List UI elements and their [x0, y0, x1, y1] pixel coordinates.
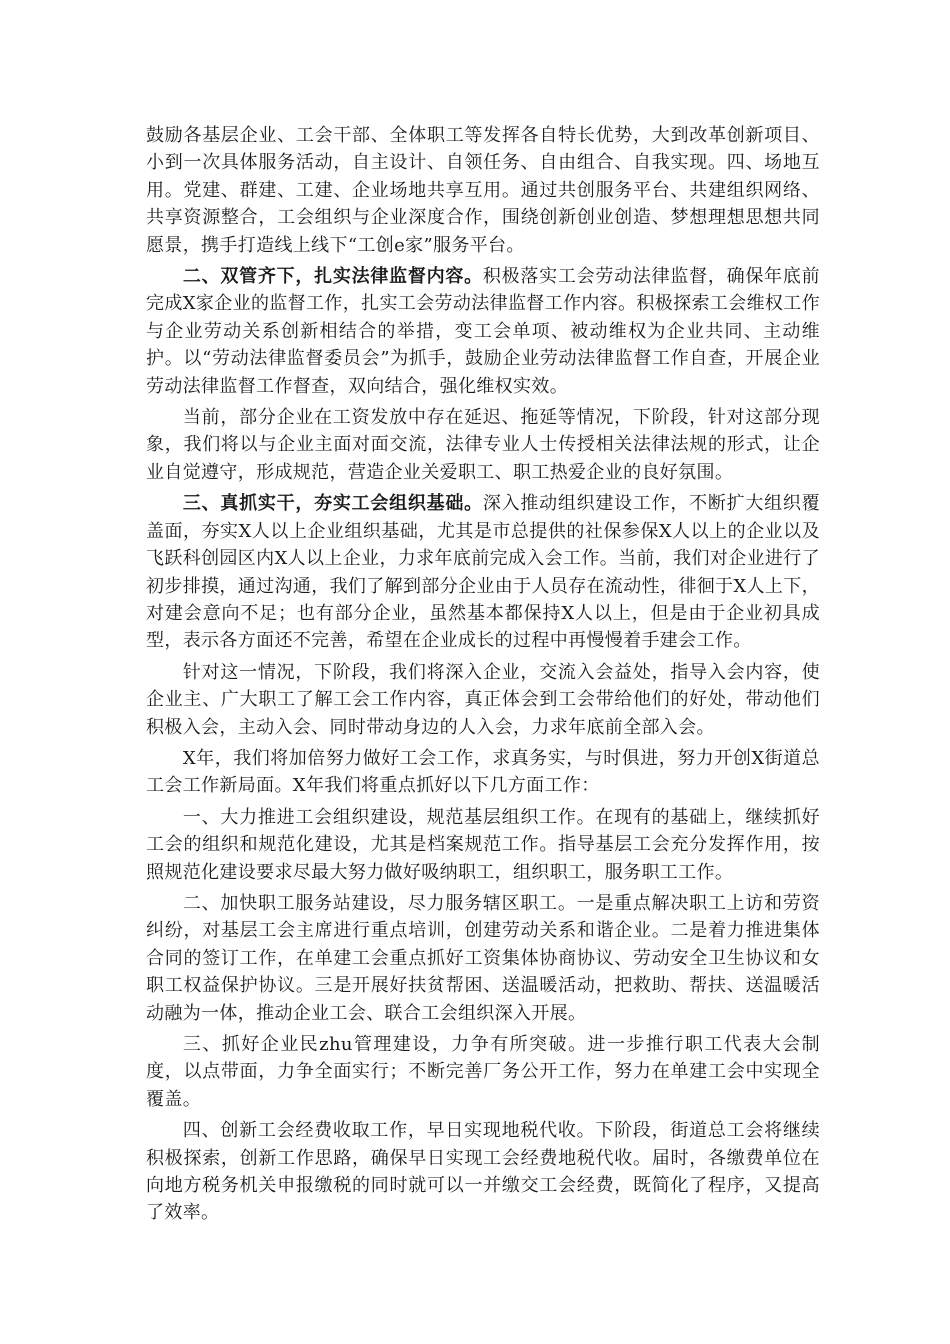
paragraph-3-text: 当前，部分企业在工资发放中存在延迟、拖延等情况，下阶段，针对这部分现象，我们将以与企业主面对面交流，法律专业人士传授相关法律法规的形式，让企业自觉遵守，形成规范，营造企业关爱职工、职工热爱企业的良好氛围。 — [146, 407, 820, 483]
section-heading-3: 三、真抓实干，夯实工会组织基础。 — [182, 493, 483, 515]
paragraph-6-text: X年，我们将加倍努力做好工会工作，求真务实，与时俱进，努力开创X街道总工会工作新局面。X年我们将重点抓好以下几方面工作： — [146, 747, 821, 797]
paragraph-10-text: 四、创新工会经费收取工作，早日实现地税代收。下阶段，街道总工会将继续积极探索，创新工作思路，确保早日实现工会经费地税代收。届时，各缴费单位在向地方税务机关申报缴税的同时就可以一并缴交工会经费，既简化了程序，又提高了效率。 — [146, 1120, 820, 1224]
section-heading-2: 二、双管齐下，扎实法律监督内容。 — [182, 266, 483, 288]
paragraph-9-text: 三、抓好企业民zhu管理建设，力争有所突破。进一步推行职工代表大会制度，以点带面，力争全面实行；不断完善厂务公开工作，努力在单建工会中实现全覆盖。 — [146, 1034, 820, 1110]
paragraph-5 — [146, 659, 820, 741]
paragraph-8 — [146, 890, 820, 1027]
paragraph-2-text: 积极落实工会劳动法律监督，确保年底前完成X家企业的监督工作，扎实工会劳动法律监督工作内容。积极探索工会维权工作与企业劳动关系创新相结合的举措，变工会单项、被动维权为企业共同、主动维护。以“劳动法律监督委员会”为抓手，鼓励企业劳动法律监督工作自查，开展企业劳动法律监督工作督查，双向结合，强化维权实效。 — [146, 266, 820, 397]
paragraph-6 — [146, 745, 820, 800]
paragraph-1 — [146, 122, 820, 259]
paragraph-9 — [146, 1031, 820, 1113]
paragraph-1-text: 鼓励各基层企业、工会干部、全体职工等发挥各自特长优势，大到改革创新项目、小到一次具体服务活动，自主设计、自领任务、自由组合、自我实现。四、场地互用。党建、群建、工建、企业场地共享互用。通过共创服务平台、共建组织网络、共享资源整合，工会组织与企业深度合作，围绕创新创业创造、梦想理想思想共同愿景，携手打造线上线下“工创e家”服务平台。 — [146, 125, 820, 256]
paragraph-3 — [146, 404, 820, 486]
paragraph-10 — [146, 1117, 820, 1227]
paragraph-5-text: 针对这一情况，下阶段，我们将深入企业，交流入会益处，指导入会内容，使企业主、广大职工了解工会工作内容，真正体会到工会带给他们的好处，带动他们积极入会，主动入会、同时带动身边的人入会，力求年底前全部入会。 — [146, 661, 820, 738]
paragraph-8-text: 二、加快职工服务站建设，尽力服务辖区职工。一是重点解决职工上访和劳资纠纷，对基层工会主席进行重点培训，创建劳动关系和谐企业。二是着力推进集体合同的签订工作，在单建工会重点抓好工资集体协商协议、劳动安全卫生协议和女职工权益保护协议。三是开展好扶贫帮困、送温暖活动，把救助、帮扶、送温暖活动融为一体，推动企业工会、联合工会组织深入开展。 — [146, 892, 820, 1024]
paragraph-2 — [146, 263, 820, 400]
document-page — [146, 122, 820, 1231]
paragraph-7-text: 一、大力推进工会组织建设，规范基层组织工作。在现有的基础上，继续抓好工会的组织和规范化建设，尤其是档案规范工作。指导基层工会充分发挥作用，按照规范化建设要求尽最大努力做好吸纳职工，组织职工，服务职工工作。 — [146, 806, 820, 883]
paragraph-4-text: 深入推动组织建设工作，不断扩大组织覆盖面，夯实X人以上企业组织基础，尤其是市总提供的社保参保X人以上的企业以及飞跃科创园区内X人以上企业，力求年底前完成入会工作。当前，我们对企业进行了初步排摸，通过沟通，我们了解到部分企业由于人员存在流动性，徘徊于X人上下，对建会意向不足；也有部分企业，虽然基本都保持X人以上，但是由于企业初具成型，表示各方面还不完善，希望在企业成长的过程中再慢慢着手建会工作。 — [146, 493, 820, 652]
paragraph-7 — [146, 804, 820, 886]
paragraph-4 — [146, 490, 820, 654]
